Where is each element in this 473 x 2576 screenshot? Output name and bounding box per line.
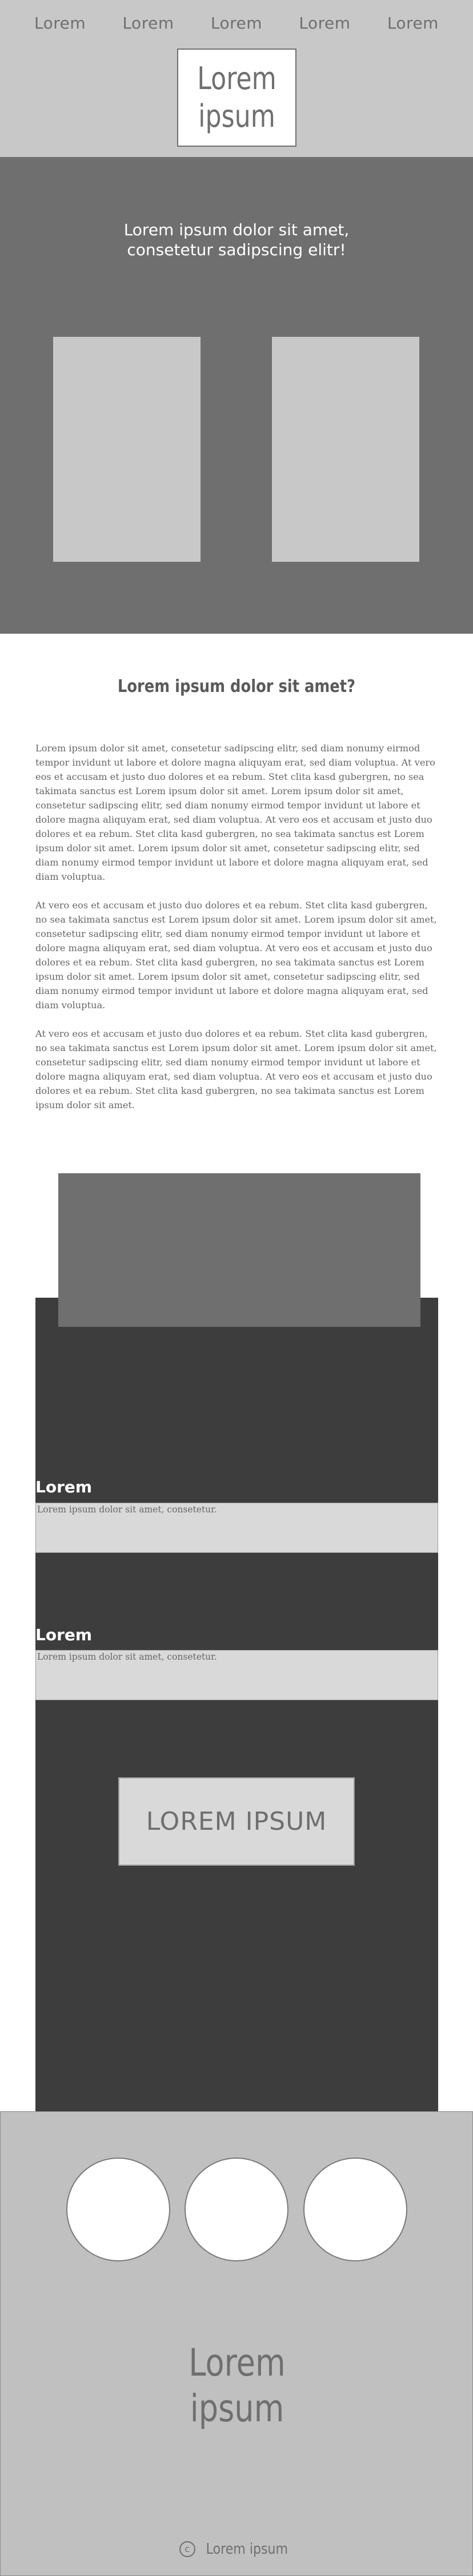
nav-item-3[interactable]: Lorem [210,14,263,33]
block-text-bar [35,1503,438,1553]
dark-content-section [35,1298,438,2111]
nav-item-4[interactable]: Lorem [299,14,351,33]
footer-logo: Lorem ipsum [189,2341,286,2430]
copyright [1,2540,473,2558]
site-footer [0,2111,473,2576]
block-title: Lorem [35,1625,93,1644]
nav-item-5[interactable]: Lorem [387,14,439,33]
article-paragraph: At vero eos et accusam et justo duo dolores et ea rebum. Stet clita kasd gubergren, no sea takimata sanctus est Lorem ipsum dolor sit amet. Lorem ipsum dolor sit amet, consetetur sadipscing elitr, sed diam nonumy eirmod tempor invidunt ut labore et dolore magna aliquyam erat, sed diam voluptua. At vero eos et accusam et justo duo dolores et ea rebum. Stet clita kasd gubergren, no sea takimata sanctus est Lorem ipsum dolor sit amet. [35,1028,437,1110]
article-title: Lorem ipsum dolor sit amet? [117,677,356,697]
article-paragraph: Lorem ipsum dolor sit amet, consetetur sadipscing elitr, sed diam nonumy eirmod tempor invidunt ut labore et dolore magna aliquyam erat, sed diam voluptua. At vero eos et accusam et justo duo dolores et ea rebum. Stet clita kasd gubergren, no sea takimata sanctus est Lorem ipsum dolor sit amet. Lorem ipsum dolor sit amet, consetetur sadipscing elitr, sed diam nonumy eirmod tempor invidunt ut labore et dolore magna aliquyam erat, sed diam voluptua. At vero eos et accusam et justo duo dolores et ea rebum. Stet clita kasd gubergren, no sea takimata sanctus est Lorem ipsum dolor sit amet. Lorem ipsum dolor sit amet, consetetur sadipscing elitr, sed diam nonumy eirmod tempor invidunt ut labore et dolore magna aliquyam erat, sed diam voluptua. [35,743,435,882]
block-text-bar [35,1650,438,1700]
site-logo[interactable] [177,49,296,147]
hero-section [0,157,473,634]
article-paragraph: At vero eos et accusam et justo duo dolores et ea rebum. Stet clita kasd gubergren, no sea takimata sanctus est Lorem ipsum dolor sit amet. Lorem ipsum dolor sit amet, consetetur sadipscing elitr, sed diam nonumy eirmod tempor invidunt ut labore et dolore magna aliquyam erat, sed diam voluptua. At vero eos et accusam et justo duo dolores et ea rebum. Stet clita kasd gubergren, no sea takimata sanctus est Lorem ipsum dolor sit amet. Lorem ipsum dolor sit amet, consetetur sadipscing elitr, sed diam nonumy eirmod tempor invidunt ut labore et dolore magna aliquyam erat, sed diam voluptua. [35,900,437,1011]
article-body [35,741,438,1126]
cta-button[interactable]: LOREM IPSUM [118,1777,355,1866]
block-text: Lorem ipsum dolor sit amet, consetetur. [37,1504,217,1515]
copyright-icon: c [179,2541,195,2557]
nav-item-2[interactable]: Lorem [122,14,174,33]
section-image-placeholder [58,1173,420,1327]
logo-text: Lorem ipsum [197,61,276,134]
hero-image-placeholder-left [53,337,201,562]
hero-image-placeholder-right [272,337,419,562]
footer-circle-placeholder [185,2158,288,2261]
copyright-text: Lorem ipsum [206,2540,288,2558]
footer-circle-placeholder [303,2158,407,2261]
site-header [0,0,473,157]
footer-circle-placeholder [66,2158,170,2261]
nav-item-1[interactable]: Lorem [34,14,86,33]
hero-heading: Lorem ipsum dolor sit amet, consetetur sadipscing elitr! [123,220,350,259]
block-text: Lorem ipsum dolor sit amet, consetetur. [37,1652,217,1662]
block-title: Lorem [35,1478,93,1496]
main-nav [34,14,439,33]
